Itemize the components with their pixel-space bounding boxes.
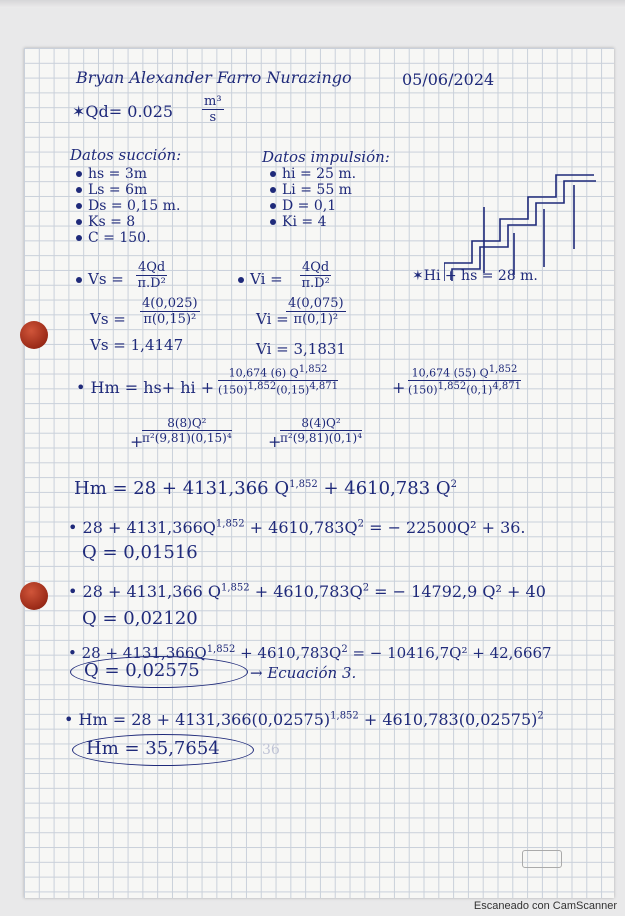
equation-3: • $28 + 4131,366Q^{1,852} + 4610,783Q^2$ = − 10416,7Q² + 42,6667 xyxy=(68,644,552,662)
impulsion-item: D = 0,1 xyxy=(270,198,336,214)
final-hm-result: Hm = 35,7654 xyxy=(86,738,220,759)
suction-item: hs = 3m xyxy=(76,166,147,182)
hm-term-minor-impulsion: $\frac{\text{8(4)Q²}}{\text{π²(9,81)(0,1)⁴}}$ xyxy=(280,416,363,445)
notebook-brand-stamp-icon xyxy=(522,850,562,868)
hm-simplified: Hm = 28 + 4131,366 Q$^{1,852}$ + 4610,783 $Q^2$ xyxy=(74,478,457,499)
final-hm-expression: • $Hm = 28 + 4131,366(0,02575)^{1,852} + 4610,783(0,02575)^2$ xyxy=(64,710,544,729)
hm-plus: + xyxy=(392,378,406,397)
flow-label xyxy=(72,102,173,121)
suction-item: Ds = 0,15 m. xyxy=(76,198,180,214)
vi-label: Vi = xyxy=(238,270,283,288)
impulsion-item: Li = 55 m xyxy=(270,182,352,198)
equation-3-result: Q = 0,02575 xyxy=(84,660,200,681)
vi-sub-label: Vi = xyxy=(256,310,289,328)
equation-3-note: → Ecuación 3. xyxy=(250,664,357,682)
hm-term-suction: $\frac{10,674 (6) Q1,852}{(150)1,852(0,15)4,871}$ xyxy=(218,364,338,397)
vi-sub-fraction: $\frac{4(0,075)}{\text{π(0,1)²}}$ xyxy=(288,296,344,327)
scanner-footer: Escaneado con CamScanner xyxy=(473,900,617,912)
vs-sub-label: Vs = xyxy=(90,310,126,328)
flow-unit-den: s xyxy=(209,110,217,125)
suction-item: Ls = 6m xyxy=(76,182,147,198)
plus-sign: + xyxy=(130,432,144,451)
suction-title: Datos succión: xyxy=(70,146,182,164)
binder-hole-icon xyxy=(20,321,48,349)
suction-item: C = 150. xyxy=(76,230,151,246)
hm-formula-lead: • Hm = hs+ hi + xyxy=(76,378,215,397)
vi-result: Vi = 3,1831 xyxy=(256,340,346,358)
suction-item: Ks = 8 xyxy=(76,214,135,230)
impulsion-item: hi = 25 m. xyxy=(270,166,356,182)
impulsion-title: Datos impulsión: xyxy=(262,148,390,166)
vs-label: Vs = xyxy=(76,270,124,288)
hm-term-impulsion: $\frac{10,674 (55) Q1,852}{(150)1,852(0,1)4,871}$ xyxy=(408,364,521,397)
date: 05/06/2024 xyxy=(402,70,495,89)
equation-2-result: Q = 0,02120 xyxy=(82,608,198,629)
impulsion-item: Ki = 4 xyxy=(270,214,326,230)
flow-unit-num: m³ xyxy=(204,94,222,109)
stair-sketch-icon xyxy=(444,163,604,283)
author-name: Bryan Alexander Farro Nurazingo xyxy=(76,68,352,87)
final-faint-mark: 36 xyxy=(262,742,280,758)
flow-unit xyxy=(202,94,224,125)
notebook-page xyxy=(24,48,614,898)
vi-fraction: $\frac{4Qd}{\text{π.D²}}$ xyxy=(301,260,330,291)
scan-top-edge xyxy=(0,0,625,8)
binder-hole-icon xyxy=(20,582,48,610)
flow-label-text: ✶Qd= xyxy=(72,102,123,121)
vs-sub-fraction: $\frac{4(0,025)}{\text{π(0,15)²}}$ xyxy=(142,296,198,327)
plus-sign: + xyxy=(268,432,282,451)
equation-2: • 28 + 4131,366 $Q^{1,852} + 4610,783Q^2$ = − 14792,9 Q² + 40 xyxy=(68,582,546,601)
equation-1: • $28 + 4131,366Q^{1,852} + 4610,783Q^2$ = − 22500Q² + 36. xyxy=(68,518,526,537)
static-head-note: ✶Hi + hs = 28 m. xyxy=(412,268,538,284)
hm-term-minor-suction: $\frac{\text{8(8)Q²}}{\text{π²(9,81)(0,15)⁴}}$ xyxy=(142,416,232,445)
flow-value: 0.025 xyxy=(127,102,174,121)
equation-1-result: Q = 0,01516 xyxy=(82,542,198,563)
vs-result: Vs = 1,4147 xyxy=(90,336,184,354)
vs-fraction: $\frac{4Qd}{\text{π.D²}}$ xyxy=(137,260,166,291)
